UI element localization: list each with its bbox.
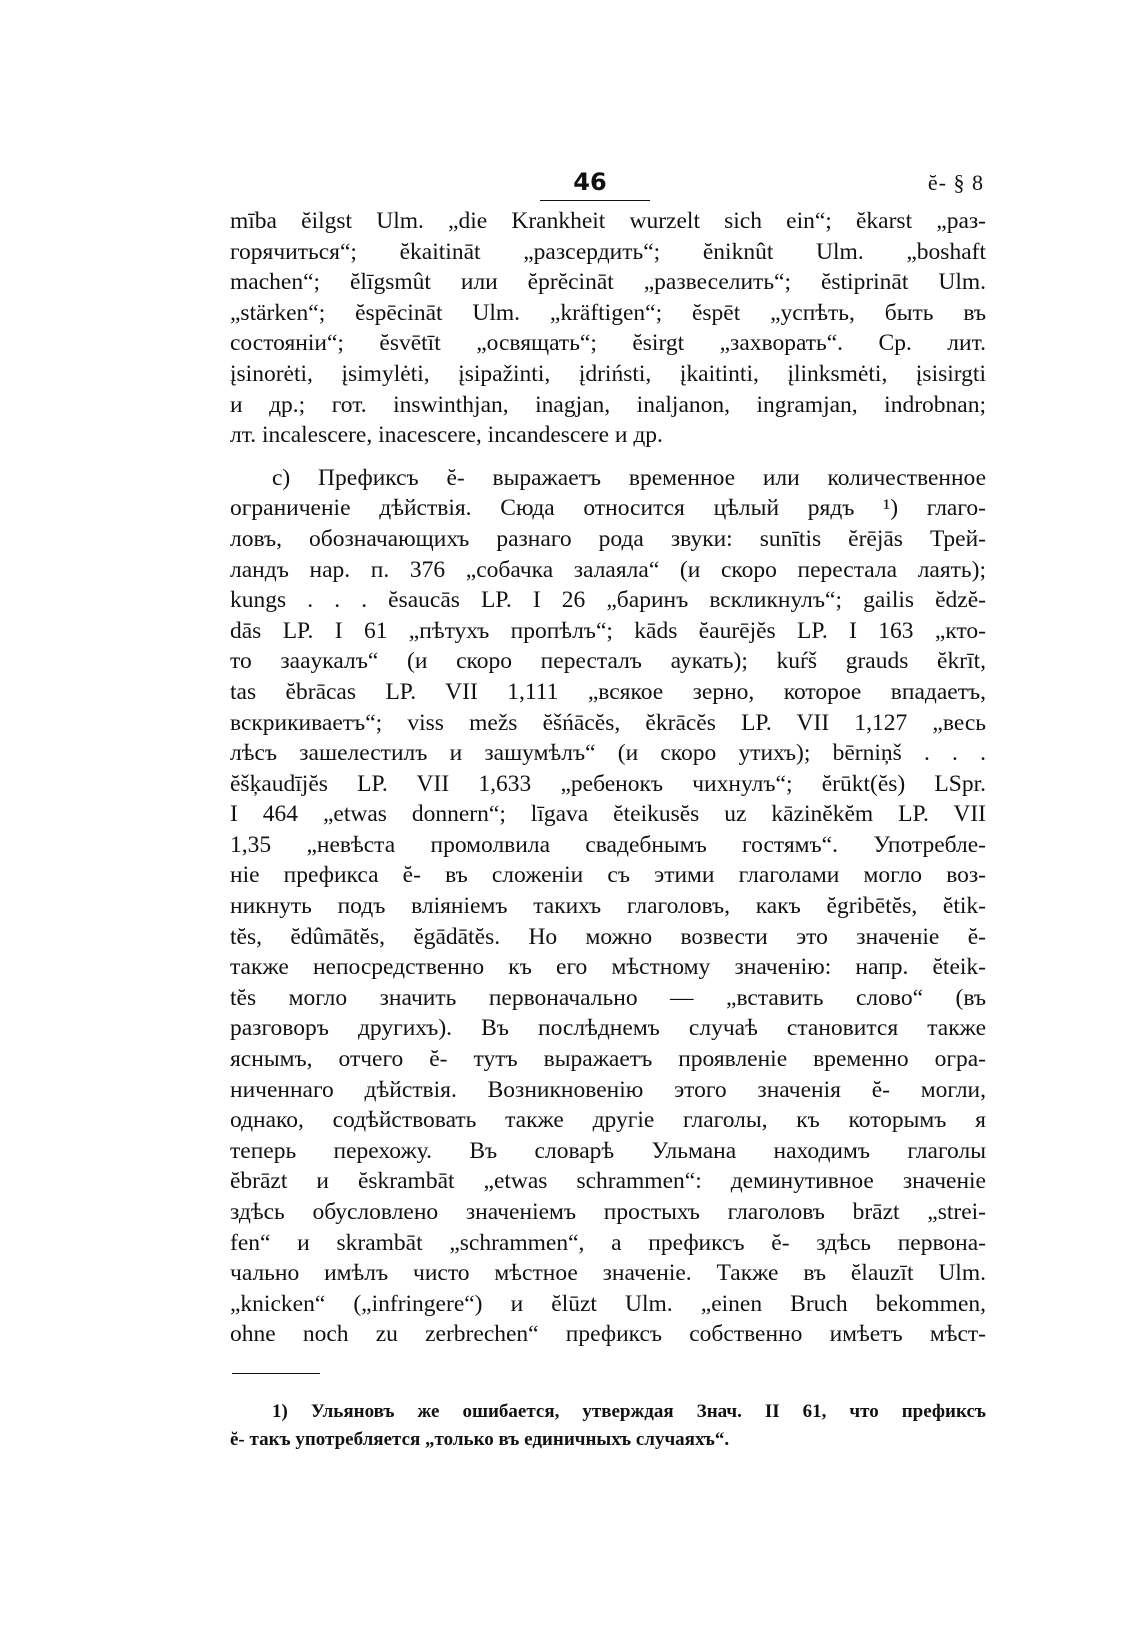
text-line: mība ĕilgst Ulm. „die Krankheit wurzelt sich ein“; ĕkarst „раз-	[230, 208, 986, 234]
footnote-separator	[232, 1373, 320, 1374]
text-line: яснымъ, отчего ĕ- тутъ выражаетъ проявленіе временно огра-	[230, 1046, 986, 1073]
text-line: ĕbrāzt и ĕskrambāt „etwas schrammen“: деминутивное значеніе	[230, 1168, 986, 1195]
main-text	[230, 206, 986, 1350]
footnote-line: ĕ- такъ употребляется „только въ единичныхъ случаяхъ“.	[230, 1429, 730, 1450]
text-line: machen“; ĕlīgsmût или ĕprĕcināt „развеселить“; ĕstiprināt Ulm.	[230, 269, 986, 296]
running-head: ĕ- § 8	[927, 170, 984, 195]
text-line: ĕšķaudījĕs LP. VII 1,633 „ребенокъ чихнулъ“; ĕrūkt(ĕs) LSpr.	[230, 770, 986, 797]
text-line: здѣсь обусловлено значеніемъ простыхъ глаголовъ brāzt „strei-	[230, 1199, 986, 1225]
text-line: состояніи“; ĕsvētīt „освящать“; ĕsirgt „захворать“. Ср. лит.	[230, 330, 986, 357]
text-line: разговоръ другихъ). Въ послѣднемъ случаѣ становится также	[230, 1015, 986, 1042]
text-line: то заaукалъ“ (и скоро пересталъ аукать); kuŕš grauds ĕkrīt,	[230, 648, 986, 675]
page-number: 46	[573, 168, 607, 196]
text-line: I 464 „etwas donnern“; līgava ĕteikusĕs uz kāzinĕkĕm LP. VII	[230, 801, 986, 828]
text-line: также непосредственно къ его мѣстному значенію: напр. ĕteik-	[230, 954, 986, 981]
text-line: теперь перехожу. Въ словарѣ Ульмана находимъ глаголы	[230, 1137, 986, 1164]
text-line: однако, содѣйствовать также другіе глаголы, къ которымъ я	[230, 1107, 986, 1134]
paragraph-gap	[230, 451, 986, 463]
text-line: dās LP. I 61 „пѣтухъ пропѣлъ“; kāds ĕaurējĕs LP. I 163 „кто-	[230, 617, 986, 644]
footnotes	[230, 1398, 986, 1454]
text-line: вскрикиваетъ“; viss mežs ĕšńācĕs, ĕkrācĕs LP. VII 1,127 „весь	[230, 709, 986, 736]
text-line: tĕs, ĕdûmātĕs, ĕgādātĕs. Но можно возвести это значеніе ĕ-	[230, 923, 986, 950]
text-line: лѣсъ зашелестилъ и зашумѣлъ“ (и скоро утихъ); bērniņš . . .	[230, 740, 986, 767]
text-line: įsinorėti, įsimylėti, įsipažinti, įdriństi, įkaitinti, įlinksmėti, įsisirgti	[230, 360, 986, 387]
text-line: и др.; гот. inswinthjan, inagjan, inaljanon, ingramjan, indrobnan;	[230, 391, 986, 418]
text-line: лт. incalescere, inacescere, incandescere и др.	[230, 422, 663, 449]
text-line: 1,35 „невѣста промолвила свадебнымъ гостямъ“. Употребле-	[230, 831, 986, 858]
text-line: c) Префиксъ ĕ- выражаетъ временное или количественное	[272, 464, 986, 491]
text-line: tas ĕbrācas LP. VII 1,111 „всякое зерно, которое впадаетъ,	[230, 678, 986, 705]
text-line: kungs . . . ĕsaucās LP. I 26 „баринъ вскликнулъ“; gailis ĕdzĕ-	[230, 587, 986, 614]
text-line: „stärken“; ĕspēcināt Ulm. „kräftigen“; ĕspēt „успѣть, быть въ	[230, 299, 986, 326]
text-line: чально имѣлъ чисто мѣстное значеніе. Также въ ĕlauzīt Ulm.	[230, 1260, 986, 1287]
text-line: fen“ и skrambāt „schrammen“, а префиксъ ĕ- здѣсь первона-	[230, 1229, 986, 1256]
text-line: tĕs могло значить первоначально — „вставить слово“ (въ	[230, 984, 986, 1011]
text-line: никнуть подъ вліяніемъ такихъ глаголовъ, какъ ĕgribētĕs, ĕtik-	[230, 893, 986, 920]
text-line: ніе префикса ĕ- въ сложеніи съ этими глаголами могло воз-	[230, 862, 986, 889]
text-line: ниченнаго дѣйствія. Возникновенію этого значенія ĕ- могли,	[230, 1076, 986, 1103]
text-line: ohne noch zu zerbrechen“ префиксъ собственно имѣетъ мѣст-	[230, 1321, 986, 1348]
text-line: ограниченіе дѣйствія. Сюда относится цѣлый рядъ ¹) глаго-	[230, 495, 986, 522]
text-line: „knicken“ („infringere“) и ĕlūzt Ulm. „einen Bruch bekommen,	[230, 1290, 986, 1317]
page-number-underline	[540, 200, 650, 201]
footnote-line: 1) Ульяновъ же ошибается, утверждая Знач. II 61, что префиксъ	[272, 1401, 986, 1422]
text-line: ландъ нар. п. 376 „собачка залаяла“ (и скоро перестала лаять);	[230, 556, 986, 583]
text-line: ловъ, обозначающихъ разнаго рода звуки: sunītis ĕrējās Трей-	[230, 525, 986, 552]
text-line: горячиться“; ĕkaitināt „разсердить“; ĕniknût Ulm. „boshaft	[230, 238, 986, 265]
page-header	[230, 168, 990, 208]
